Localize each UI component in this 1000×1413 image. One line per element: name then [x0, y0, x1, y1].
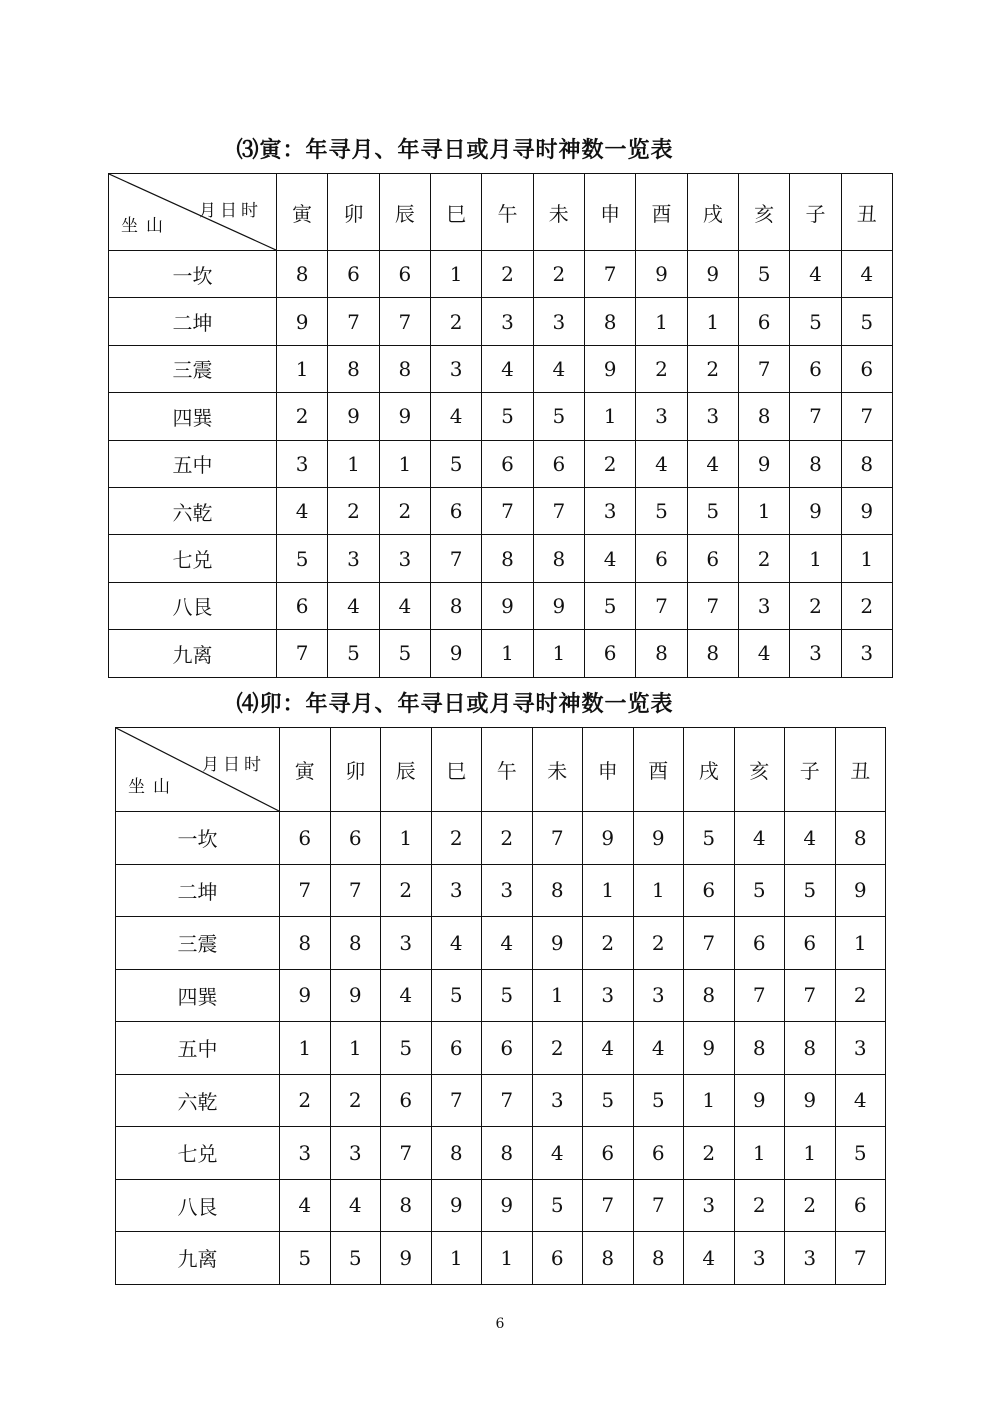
table-cell: 4	[633, 1022, 684, 1075]
table-cell: 1	[381, 812, 432, 865]
table-cell: 7	[687, 582, 738, 629]
table-cell: 9	[583, 812, 634, 865]
column-header: 子	[785, 728, 836, 812]
table-cell: 3	[430, 345, 481, 392]
table-cell: 2	[835, 969, 886, 1022]
table-cell: 1	[431, 1232, 482, 1285]
table-cell: 7	[431, 1074, 482, 1127]
row-header: 七兑	[116, 1127, 280, 1180]
table-cell: 4	[583, 1022, 634, 1075]
table-cell: 7	[583, 1179, 634, 1232]
table-cell: 7	[841, 393, 892, 440]
table-cell: 1	[584, 393, 635, 440]
table-cell: 4	[379, 582, 430, 629]
column-header: 辰	[379, 174, 430, 251]
column-header: 申	[583, 728, 634, 812]
table-cell: 3	[633, 969, 684, 1022]
table-cell: 2	[330, 1074, 381, 1127]
table-row	[109, 630, 893, 677]
table-cell: 5	[430, 440, 481, 487]
table-cell: 3	[734, 1232, 785, 1285]
column-header: 申	[584, 174, 635, 251]
page-number: 6	[495, 1316, 505, 1332]
table-cell: 2	[532, 1022, 583, 1075]
table-cell: 9	[684, 1022, 735, 1075]
table-cell: 9	[738, 440, 789, 487]
table-cell: 8	[533, 535, 584, 582]
column-header: 子	[790, 174, 841, 251]
table-cell: 2	[280, 1074, 331, 1127]
table-cell: 5	[532, 1179, 583, 1232]
table-cell: 4	[841, 251, 892, 298]
row-header: 三震	[109, 345, 277, 392]
table-cell: 4	[584, 535, 635, 582]
table-cell: 1	[636, 298, 687, 345]
table-cell: 4	[330, 1179, 381, 1232]
table-cell: 4	[430, 393, 481, 440]
table-cell: 6	[633, 1127, 684, 1180]
table-cell: 8	[790, 440, 841, 487]
column-header: 卯	[328, 174, 379, 251]
table-cell: 6	[330, 812, 381, 865]
table-cell: 5	[636, 487, 687, 534]
table-cell: 9	[381, 1232, 432, 1285]
table-cell: 2	[687, 345, 738, 392]
table-cell: 5	[684, 812, 735, 865]
table-cell: 2	[381, 864, 432, 917]
table-cell: 8	[482, 1127, 533, 1180]
table-cell: 9	[482, 582, 533, 629]
table-cell: 9	[785, 1074, 836, 1127]
table-cell: 7	[482, 487, 533, 534]
header-row	[116, 728, 886, 812]
table-cell: 4	[687, 440, 738, 487]
table-cell: 2	[584, 440, 635, 487]
table-cell: 2	[738, 535, 789, 582]
table-row	[109, 582, 893, 629]
table-cell: 6	[482, 1022, 533, 1075]
table-cell: 6	[280, 812, 331, 865]
table-cell: 5	[328, 630, 379, 677]
table-cell: 1	[379, 440, 430, 487]
table-cell: 9	[277, 298, 328, 345]
table-cell: 9	[636, 251, 687, 298]
table-cell: 6	[738, 298, 789, 345]
table-cell: 2	[533, 251, 584, 298]
table-cell: 7	[835, 1232, 886, 1285]
table-cell: 6	[431, 1022, 482, 1075]
table-cell: 5	[835, 1127, 886, 1180]
table-cell: 6	[841, 345, 892, 392]
table-row	[116, 812, 886, 865]
table-cell: 9	[379, 393, 430, 440]
row-header: 一坎	[109, 251, 277, 298]
table-cell: 8	[379, 345, 430, 392]
table-cell: 7	[328, 298, 379, 345]
column-header: 戌	[684, 728, 735, 812]
table-title-mao: ⑷卯：年寻月、年寻日或月寻时神数一览表	[236, 692, 674, 717]
table-cell: 8	[328, 345, 379, 392]
table-cell: 1	[785, 1127, 836, 1180]
table-row	[116, 1127, 886, 1180]
column-header: 巳	[431, 728, 482, 812]
table-cell: 4	[738, 630, 789, 677]
table-cell: 1	[328, 440, 379, 487]
row-header: 六乾	[109, 487, 277, 534]
table-cell: 2	[734, 1179, 785, 1232]
table-cell: 6	[533, 440, 584, 487]
table-cell: 3	[738, 582, 789, 629]
table-cell: 7	[277, 630, 328, 677]
table-cell: 1	[738, 487, 789, 534]
table-cell: 7	[532, 812, 583, 865]
table-cell: 6	[328, 251, 379, 298]
table-cell: 9	[734, 1074, 785, 1127]
table-cell: 7	[330, 864, 381, 917]
table-cell: 9	[280, 969, 331, 1022]
table-cell: 1	[687, 298, 738, 345]
table-row	[116, 864, 886, 917]
table-cell: 6	[785, 917, 836, 970]
table-row	[116, 1022, 886, 1075]
row-header: 八艮	[109, 582, 277, 629]
row-header: 六乾	[116, 1074, 280, 1127]
table-cell: 8	[835, 812, 886, 865]
table-cell: 8	[430, 582, 481, 629]
table-cell: 1	[684, 1074, 735, 1127]
table-cell: 2	[482, 812, 533, 865]
table-cell: 5	[633, 1074, 684, 1127]
table-cell: 3	[328, 535, 379, 582]
column-header: 丑	[835, 728, 886, 812]
table-cell: 1	[280, 1022, 331, 1075]
table-cell: 2	[684, 1127, 735, 1180]
table-cell: 3	[583, 969, 634, 1022]
table-cell: 1	[841, 535, 892, 582]
table-cell: 3	[533, 298, 584, 345]
table-cell: 6	[790, 345, 841, 392]
table-cell: 8	[431, 1127, 482, 1180]
lookup-table-mao	[115, 727, 886, 1285]
table-cell: 4	[785, 812, 836, 865]
table-cell: 5	[280, 1232, 331, 1285]
table-cell: 8	[738, 393, 789, 440]
table-cell: 5	[277, 535, 328, 582]
table-cell: 3	[482, 298, 533, 345]
table-cell: 1	[532, 969, 583, 1022]
table-cell: 6	[277, 582, 328, 629]
column-header: 卯	[330, 728, 381, 812]
table-row	[116, 1074, 886, 1127]
header-row	[109, 174, 893, 251]
lookup-table-yin	[108, 173, 893, 678]
corner-label-bottom: 坐山	[128, 777, 178, 797]
table-cell: 6	[835, 1179, 886, 1232]
table-cell: 3	[280, 1127, 331, 1180]
row-header: 五中	[109, 440, 277, 487]
table-cell: 1	[277, 345, 328, 392]
table-row	[116, 1179, 886, 1232]
table-cell: 6	[482, 440, 533, 487]
table-cell: 8	[633, 1232, 684, 1285]
table-cell: 9	[841, 487, 892, 534]
table-cell: 1	[482, 630, 533, 677]
table-cell: 8	[636, 630, 687, 677]
table-cell: 5	[379, 630, 430, 677]
table-cell: 2	[633, 917, 684, 970]
table-cell: 4	[277, 487, 328, 534]
table-cell: 2	[430, 298, 481, 345]
column-header: 未	[532, 728, 583, 812]
row-header: 四巽	[116, 969, 280, 1022]
table-cell: 2	[482, 251, 533, 298]
table-cell: 4	[482, 345, 533, 392]
column-header: 戌	[687, 174, 738, 251]
table-cell: 9	[430, 630, 481, 677]
corner-label-top: 月日时	[202, 755, 265, 775]
table-row	[109, 251, 893, 298]
column-header: 亥	[734, 728, 785, 812]
table-cell: 7	[636, 582, 687, 629]
row-header: 九离	[116, 1232, 280, 1285]
table-cell: 5	[482, 393, 533, 440]
table-cell: 3	[584, 487, 635, 534]
table-cell: 8	[687, 630, 738, 677]
table-cell: 2	[636, 345, 687, 392]
table-cell: 2	[431, 812, 482, 865]
table-cell: 7	[790, 393, 841, 440]
column-header: 午	[482, 728, 533, 812]
table-cell: 6	[430, 487, 481, 534]
table-cell: 7	[738, 345, 789, 392]
table-cell: 4	[835, 1074, 886, 1127]
column-header: 巳	[430, 174, 481, 251]
table-cell: 1	[430, 251, 481, 298]
table-cell: 4	[636, 440, 687, 487]
table-cell: 8	[532, 864, 583, 917]
table-cell: 3	[532, 1074, 583, 1127]
row-header: 七兑	[109, 535, 277, 582]
table-cell: 9	[330, 969, 381, 1022]
column-header: 寅	[277, 174, 328, 251]
table-cell: 8	[841, 440, 892, 487]
table-cell: 5	[533, 393, 584, 440]
table-cell: 3	[277, 440, 328, 487]
table-cell: 3	[482, 864, 533, 917]
table-cell: 9	[584, 345, 635, 392]
table-cell: 2	[379, 487, 430, 534]
table-cell: 2	[790, 582, 841, 629]
table-cell: 1	[790, 535, 841, 582]
table-cell: 7	[734, 969, 785, 1022]
table-cell: 3	[785, 1232, 836, 1285]
table-cell: 1	[633, 864, 684, 917]
table-cell: 3	[431, 864, 482, 917]
table-cell: 5	[381, 1022, 432, 1075]
table-cell: 4	[328, 582, 379, 629]
table-cell: 5	[734, 864, 785, 917]
table-cell: 8	[330, 917, 381, 970]
table-cell: 8	[381, 1179, 432, 1232]
table-cell: 5	[687, 487, 738, 534]
table-cell: 6	[381, 1074, 432, 1127]
table-cell: 3	[330, 1127, 381, 1180]
table-cell: 8	[280, 917, 331, 970]
corner-label-top: 月日时	[199, 201, 262, 221]
table-cell: 6	[532, 1232, 583, 1285]
table-row	[116, 969, 886, 1022]
corner-cell	[109, 174, 277, 251]
table-cell: 5	[583, 1074, 634, 1127]
column-header: 寅	[280, 728, 331, 812]
table-row	[109, 298, 893, 345]
table-cell: 7	[633, 1179, 684, 1232]
table-cell: 6	[684, 864, 735, 917]
table-cell: 3	[835, 1022, 886, 1075]
row-header: 五中	[116, 1022, 280, 1075]
table-cell: 5	[431, 969, 482, 1022]
table-cell: 9	[790, 487, 841, 534]
table-row	[109, 535, 893, 582]
table-cell: 8	[583, 1232, 634, 1285]
table-cell: 5	[482, 969, 533, 1022]
table-cell: 4	[533, 345, 584, 392]
table-cell: 9	[533, 582, 584, 629]
table-cell: 9	[835, 864, 886, 917]
table-cell: 4	[431, 917, 482, 970]
table-cell: 9	[687, 251, 738, 298]
table-cell: 4	[684, 1232, 735, 1285]
table-title-yin: ⑶寅：年寻月、年寻日或月寻时神数一览表	[236, 138, 674, 163]
table-cell: 6	[734, 917, 785, 970]
table-cell: 5	[841, 298, 892, 345]
table-cell: 2	[583, 917, 634, 970]
corner-cell	[116, 728, 280, 812]
table-cell: 5	[785, 864, 836, 917]
column-header: 辰	[381, 728, 432, 812]
row-header: 一坎	[116, 812, 280, 865]
column-header: 亥	[738, 174, 789, 251]
column-header: 酉	[633, 728, 684, 812]
row-header: 八艮	[116, 1179, 280, 1232]
table-cell: 8	[277, 251, 328, 298]
row-header: 三震	[116, 917, 280, 970]
table-cell: 9	[633, 812, 684, 865]
table-cell: 7	[684, 917, 735, 970]
table-cell: 8	[584, 298, 635, 345]
table-cell: 1	[330, 1022, 381, 1075]
table-cell: 5	[738, 251, 789, 298]
table-cell: 3	[636, 393, 687, 440]
table-cell: 7	[785, 969, 836, 1022]
table-cell: 4	[532, 1127, 583, 1180]
table-cell: 5	[790, 298, 841, 345]
table-cell: 8	[482, 535, 533, 582]
row-header: 二坤	[109, 298, 277, 345]
table-row	[109, 393, 893, 440]
table-cell: 4	[280, 1179, 331, 1232]
table-cell: 6	[687, 535, 738, 582]
table-cell: 7	[379, 298, 430, 345]
table-cell: 3	[687, 393, 738, 440]
column-header: 未	[533, 174, 584, 251]
row-header: 九离	[109, 630, 277, 677]
row-header: 二坤	[116, 864, 280, 917]
corner-label-bottom: 坐山	[121, 216, 171, 236]
table-cell: 4	[734, 812, 785, 865]
table-cell: 2	[277, 393, 328, 440]
table-row	[116, 917, 886, 970]
table-cell: 5	[584, 582, 635, 629]
table-cell: 5	[330, 1232, 381, 1285]
row-header: 四巽	[109, 393, 277, 440]
table-cell: 7	[381, 1127, 432, 1180]
table-cell: 8	[734, 1022, 785, 1075]
table-cell: 9	[482, 1179, 533, 1232]
table-cell: 1	[482, 1232, 533, 1285]
table-cell: 1	[583, 864, 634, 917]
table-cell: 6	[636, 535, 687, 582]
table-cell: 4	[381, 969, 432, 1022]
table-row	[109, 487, 893, 534]
table-cell: 7	[482, 1074, 533, 1127]
table-cell: 2	[785, 1179, 836, 1232]
table-cell: 9	[328, 393, 379, 440]
table-cell: 1	[734, 1127, 785, 1180]
column-header: 酉	[636, 174, 687, 251]
table-cell: 7	[430, 535, 481, 582]
table-row	[109, 440, 893, 487]
table-cell: 3	[379, 535, 430, 582]
table-cell: 2	[328, 487, 379, 534]
table-cell: 7	[533, 487, 584, 534]
table-cell: 7	[584, 251, 635, 298]
table-cell: 9	[431, 1179, 482, 1232]
table-cell: 3	[684, 1179, 735, 1232]
table-cell: 6	[583, 1127, 634, 1180]
table-row	[109, 345, 893, 392]
table-cell: 3	[841, 630, 892, 677]
table-cell: 1	[533, 630, 584, 677]
table-cell: 3	[790, 630, 841, 677]
table-cell: 3	[381, 917, 432, 970]
table-cell: 6	[584, 630, 635, 677]
table-cell: 2	[841, 582, 892, 629]
column-header: 丑	[841, 174, 892, 251]
table-cell: 9	[532, 917, 583, 970]
table-cell: 4	[790, 251, 841, 298]
table-cell: 1	[835, 917, 886, 970]
table-cell: 4	[482, 917, 533, 970]
table-cell: 7	[280, 864, 331, 917]
table-cell: 8	[684, 969, 735, 1022]
table-cell: 8	[785, 1022, 836, 1075]
column-header: 午	[482, 174, 533, 251]
table-cell: 6	[379, 251, 430, 298]
table-row	[116, 1232, 886, 1285]
